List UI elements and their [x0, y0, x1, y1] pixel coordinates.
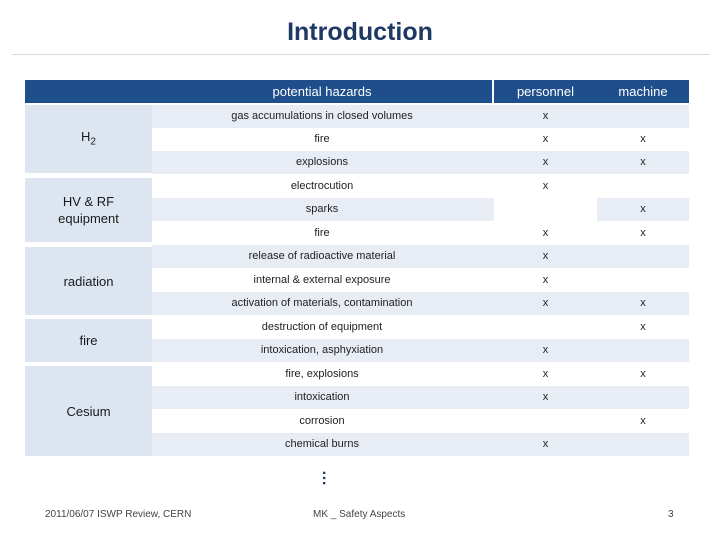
- personnel-cell: x: [542, 368, 549, 380]
- table-row: [152, 269, 689, 292]
- personnel-cell: x: [542, 274, 549, 286]
- table-row: [152, 245, 689, 268]
- category-radiation-label: radiation: [63, 273, 114, 289]
- machine-cell: [597, 105, 689, 128]
- table-row: [152, 433, 689, 456]
- table-row: [152, 222, 689, 245]
- hazard-cell: internal & external exposure: [253, 274, 391, 286]
- category-hv-rf-label: HV & RF equipment: [58, 194, 119, 226]
- footer-date-event: 2011/06/07 ISWP Review, CERN: [45, 509, 192, 520]
- category-h2-label: H: [81, 128, 91, 144]
- header-category-cell: [25, 80, 152, 103]
- table-row: [152, 363, 689, 386]
- category-cesium: [25, 366, 152, 456]
- machine-cell: [597, 245, 689, 268]
- table-row: [152, 198, 689, 221]
- hazard-cell: gas accumulations in closed volumes: [231, 110, 413, 122]
- hazard-cell: explosions: [296, 156, 348, 168]
- hazard-cell: activation of materials, contamination: [231, 297, 413, 309]
- personnel-cell: [494, 410, 597, 433]
- personnel-cell: x: [542, 133, 549, 145]
- hazard-cell: fire, explosions: [285, 368, 359, 380]
- machine-cell: x: [640, 297, 646, 309]
- machine-cell: x: [640, 368, 646, 380]
- machine-cell: [597, 433, 689, 456]
- table-row: [152, 128, 689, 151]
- machine-cell: x: [640, 227, 646, 239]
- hazard-cell: destruction of equipment: [261, 321, 383, 333]
- machine-cell: x: [640, 133, 646, 145]
- table-row: [152, 410, 689, 433]
- hazard-cell: intoxication: [294, 391, 350, 403]
- hazard-cell: sparks: [305, 203, 339, 215]
- category-h2-subscript: 2: [90, 136, 96, 148]
- hazard-cell: release of radioactive material: [248, 250, 396, 262]
- category-radiation: [25, 247, 152, 315]
- personnel-cell: x: [542, 297, 549, 309]
- table-row: [152, 386, 689, 409]
- hazard-cell: fire: [314, 133, 330, 145]
- category-fire: [25, 319, 152, 362]
- machine-cell: x: [640, 156, 646, 168]
- personnel-cell: x: [542, 156, 549, 168]
- personnel-cell: x: [542, 110, 549, 122]
- personnel-cell: x: [542, 391, 549, 403]
- table-row: [152, 175, 689, 198]
- personnel-cell: x: [542, 438, 549, 450]
- header-machine: machine: [597, 80, 689, 103]
- personnel-cell: [494, 316, 597, 339]
- header-hazards: potential hazards: [152, 80, 492, 103]
- personnel-cell: x: [542, 344, 549, 356]
- machine-cell: x: [640, 321, 646, 333]
- hazard-cell: chemical burns: [285, 438, 359, 450]
- slide-title: Introduction: [287, 18, 433, 46]
- continuation-ellipsis: …: [319, 470, 336, 486]
- machine-cell: x: [640, 203, 646, 215]
- personnel-cell: x: [542, 227, 549, 239]
- category-hv-rf: [25, 178, 152, 242]
- machine-cell: x: [640, 415, 646, 427]
- hazard-cell: electrocution: [290, 180, 354, 192]
- table-row: [152, 105, 689, 128]
- category-fire-label: fire: [79, 333, 98, 348]
- personnel-cell: [494, 198, 597, 221]
- hazard-cell: intoxication, asphyxiation: [260, 344, 384, 356]
- footer-author: MK _ Safety Aspects: [313, 509, 406, 520]
- table-row: [152, 292, 689, 315]
- table-row: [152, 339, 689, 362]
- personnel-cell: x: [542, 180, 549, 192]
- hazard-cell: corrosion: [299, 415, 345, 427]
- personnel-cell: x: [542, 250, 549, 262]
- machine-cell: [597, 269, 689, 292]
- table-row: [152, 316, 689, 339]
- machine-cell: [597, 175, 689, 198]
- footer-page-number: 3: [668, 509, 674, 520]
- machine-cell: [597, 339, 689, 362]
- header-personnel: personnel: [494, 80, 597, 103]
- machine-cell: [597, 386, 689, 409]
- category-h2: [25, 105, 152, 173]
- title-divider: [12, 54, 710, 55]
- table-row: [152, 151, 689, 174]
- hazard-cell: fire: [314, 227, 330, 239]
- category-cesium-label: Cesium: [66, 403, 111, 419]
